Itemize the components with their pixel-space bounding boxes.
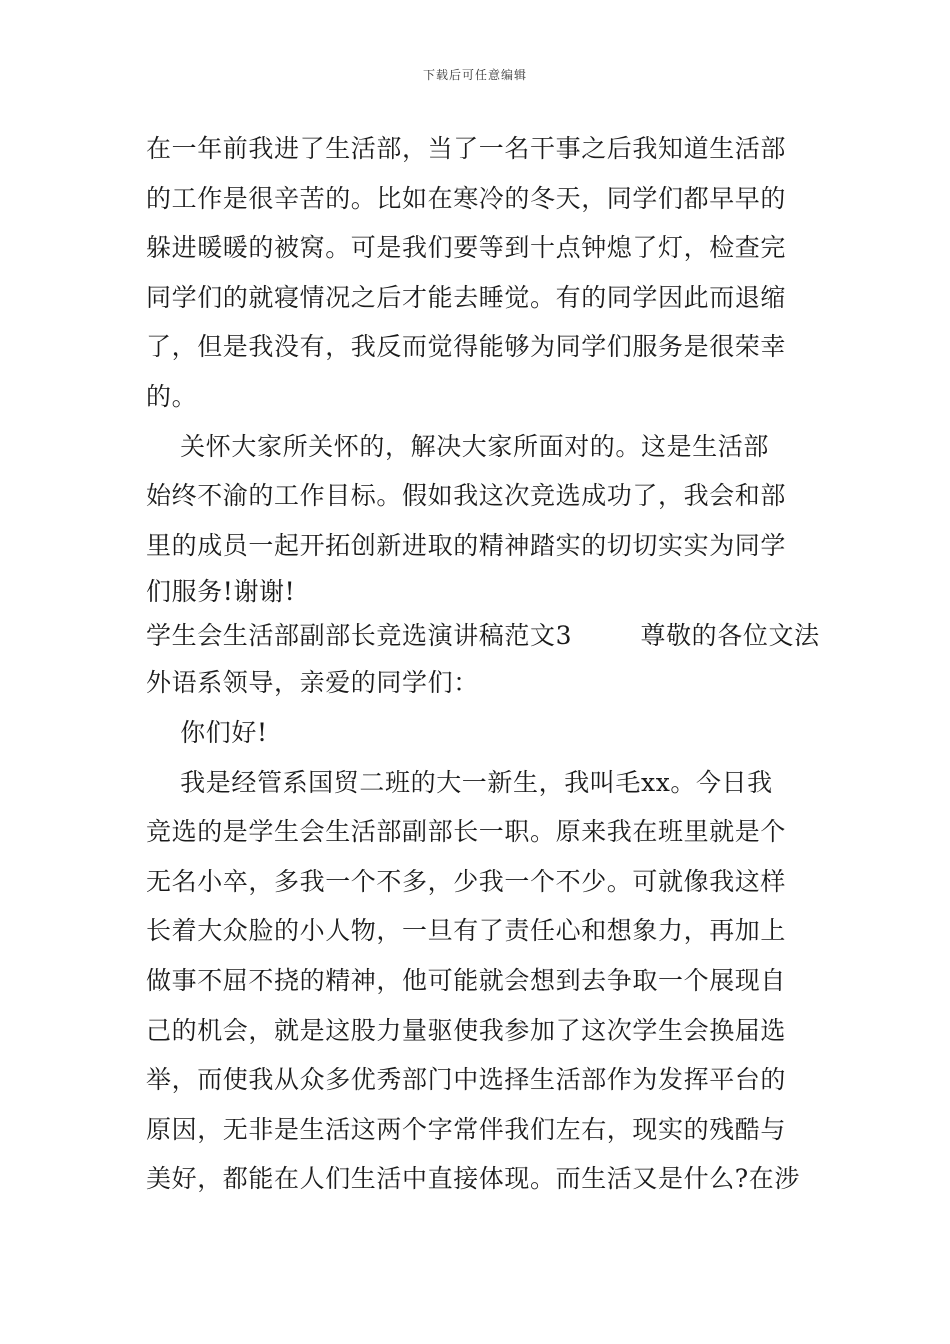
body-line: 外语系领导，亲爱的同学们： xyxy=(146,668,479,698)
body-line: 在一年前我进了生活部，当了一名干事之后我知道生活部 xyxy=(146,134,787,163)
body-line: 己的机会，就是这股力量驱使我参加了这次学生会换届选 xyxy=(146,1015,787,1045)
body-line: 原因，无非是生活这两个字常伴我们左右，现实的残酷与 xyxy=(146,1114,787,1144)
body-line: 我是经管系国贸二班的大一新生，我叫毛xx。今日我 xyxy=(146,767,773,797)
body-line: 长着大众脸的小人物，一旦有了责任心和想象力，再加上 xyxy=(146,916,787,946)
body-line: 的工作是很辛苦的。比如在寒冷的冬天，同学们都早早的 xyxy=(146,183,787,213)
body-line: 的。 xyxy=(146,381,198,411)
body-line: 了，但是我没有，我反而觉得能够为同学们服务是很荣幸 xyxy=(146,332,787,362)
body-line: 无名小卒，多我一个不多，少我一个不少。可就像我这样 xyxy=(146,866,787,896)
body-line: 做事不屈不挠的精神，他可能就会想到去争取一个展现自 xyxy=(146,965,787,995)
page-header: 下载后可任意编辑 xyxy=(422,68,527,82)
body-line: 竞选的是学生会生活部副部长一职。原来我在班里就是个 xyxy=(146,817,787,847)
body-line: 们服务!谢谢! xyxy=(146,577,296,607)
body-line: 始终不渝的工作目标。假如我这次竞选成功了，我会和部 xyxy=(146,481,787,511)
body-line: 同学们的就寝情况之后才能去睡觉。有的同学因此而退缩 xyxy=(146,282,787,312)
body-line: 躲进暖暖的被窝。可是我们要等到十点钟熄了灯，检查完 xyxy=(146,233,787,263)
document-body xyxy=(146,124,820,1204)
section-title-line: 学生会生活部副部长竞选演讲稿范文3 尊敬的各位文法 xyxy=(146,621,820,651)
greeting-line: 你们好! xyxy=(146,717,268,747)
body-line: 举，而使我从众多优秀部门中选择生活部作为发挥平台的 xyxy=(146,1065,787,1095)
body-line: 里的成员一起开拓创新进取的精神踏实的切切实实为同学 xyxy=(146,530,787,560)
body-line: 美好，都能在人们生活中直接体现。而生活又是什么?在涉 xyxy=(146,1164,801,1194)
body-line: 关怀大家所关怀的，解决大家所面对的。这是生活部 xyxy=(146,431,769,461)
